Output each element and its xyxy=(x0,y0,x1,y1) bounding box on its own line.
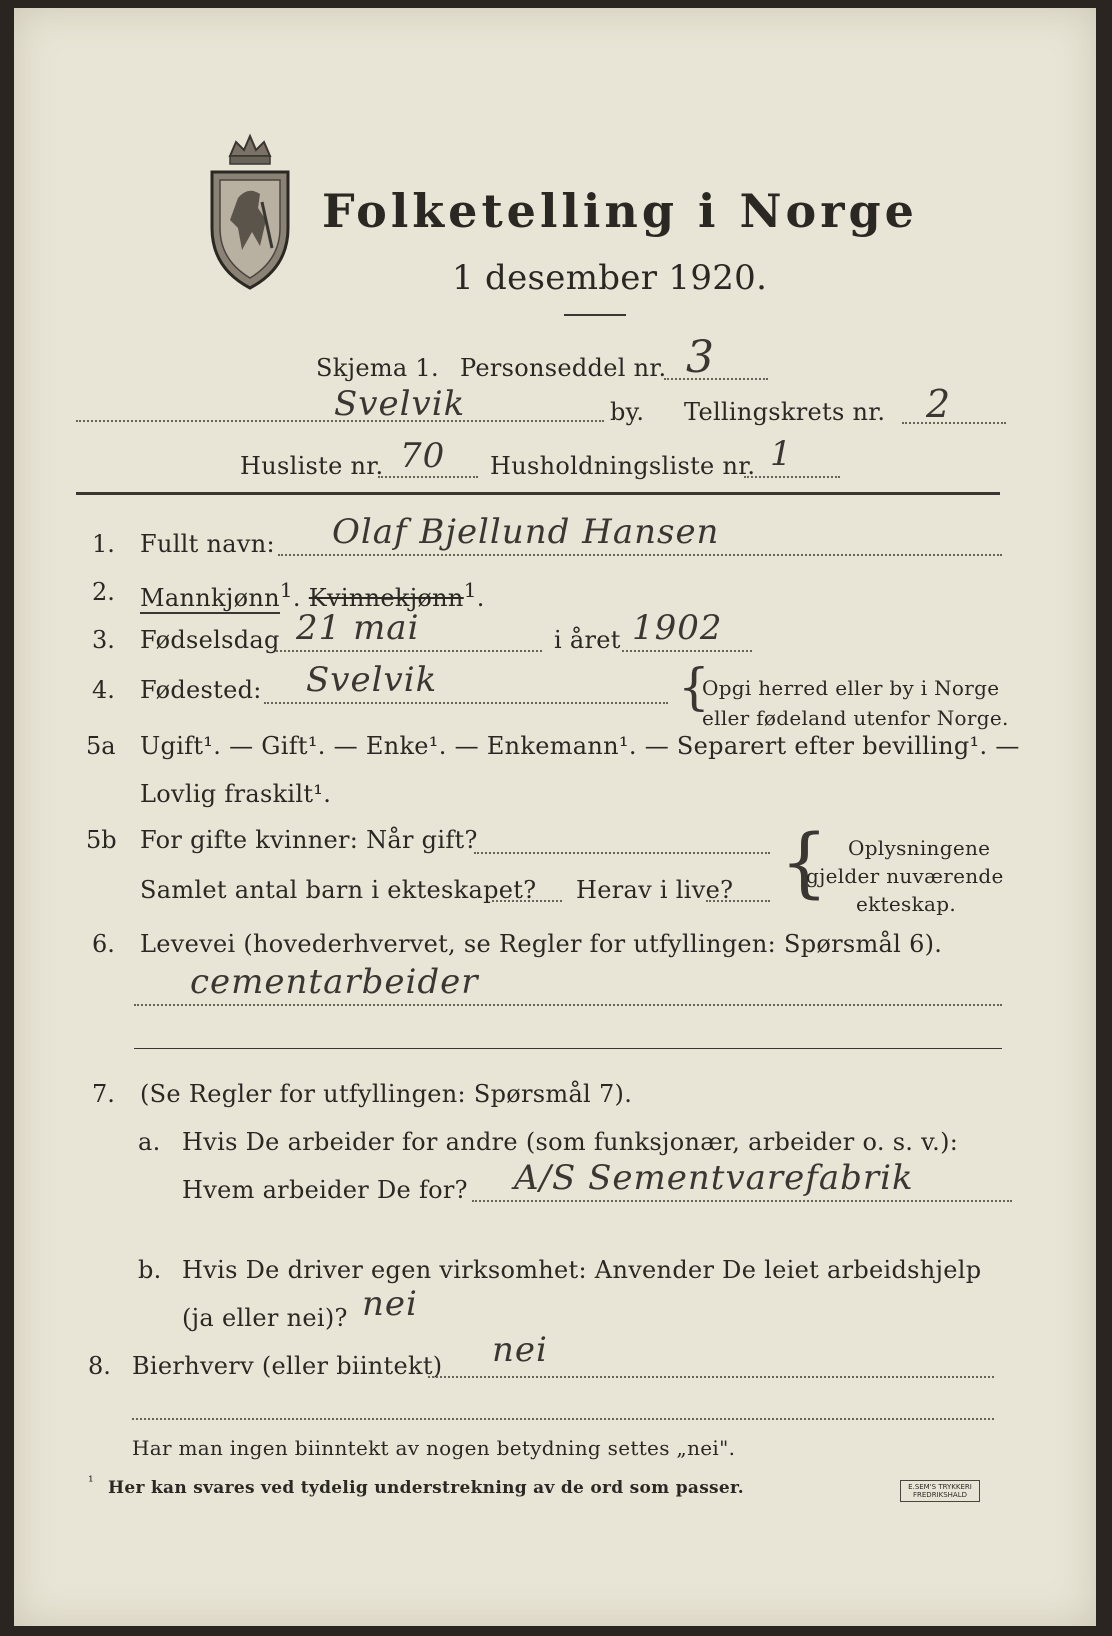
q7a-line1: Hvis De arbeider for andre (som funksjonær, arbeider o. s. v.): xyxy=(182,1128,959,1156)
side-income-value: nei xyxy=(492,1330,548,1370)
person-number-label: Personseddel nr. xyxy=(460,354,667,382)
employer-line xyxy=(472,1200,1012,1202)
male-footnote: 1 xyxy=(279,578,293,602)
occupation-line-2 xyxy=(134,1048,1002,1049)
gender-end: . xyxy=(476,584,485,612)
gender-options xyxy=(140,578,485,612)
by-label: by. xyxy=(610,398,645,426)
female-option: Kvinnekjønn xyxy=(308,584,464,612)
norwegian-coat-of-arms-icon xyxy=(200,128,300,298)
birthday-value: 21 mai xyxy=(296,608,420,648)
birthplace-label: Fødested: xyxy=(140,676,262,704)
person-number-line xyxy=(664,378,768,380)
form-title: Folketelling i Norge xyxy=(322,184,918,238)
side-income-note: Har man ingen biinntekt av nogen betydning settes „nei". xyxy=(132,1436,736,1460)
birthplace-brace: { xyxy=(678,658,710,716)
birthplace-note-line1: Opgi herred eller by i Norge xyxy=(702,676,1000,700)
birthplace-value: Svelvik xyxy=(306,660,438,700)
circuit-value: 2 xyxy=(926,382,952,426)
person-number-value: 3 xyxy=(686,332,715,383)
marriage-note-line3: ekteskap. xyxy=(856,892,956,916)
full-name-label: Fullt navn: xyxy=(140,530,275,558)
birth-year-label: i året xyxy=(554,626,621,654)
footnote-text: Her kan svares ved tydelig understrekning av de ord som passer. xyxy=(108,1478,744,1498)
married-women-label: For gifte kvinner: Når gift? xyxy=(140,826,478,854)
house-list-line xyxy=(378,476,478,478)
occupation-value: cementarbeider xyxy=(190,962,479,1002)
full-name-value: Olaf Bjellund Hansen xyxy=(332,512,720,552)
household-list-value: 1 xyxy=(770,434,793,474)
q3-number: 3. xyxy=(92,626,115,654)
q7b-letter: b. xyxy=(138,1256,162,1284)
children-count-line xyxy=(492,900,562,902)
birthday-line xyxy=(276,650,542,652)
side-income-line xyxy=(428,1376,994,1378)
printer-stamp: E.SEM'S TRYKKERI FREDRIKSHALD xyxy=(900,1480,980,1502)
q5a-number: 5a xyxy=(86,732,116,760)
census-form xyxy=(14,8,1096,1626)
q2-number: 2. xyxy=(92,578,115,606)
q8-number: 8. xyxy=(88,1352,111,1380)
side-income-label: Bierhverv (eller biintekt) xyxy=(132,1352,443,1380)
birthday-label: Fødselsdag xyxy=(140,626,280,654)
household-list-line xyxy=(744,476,840,478)
q4-number: 4. xyxy=(92,676,115,704)
marriage-note-line2: gjelder nuværende xyxy=(806,864,1004,888)
birth-year-line xyxy=(622,650,752,652)
q6-number: 6. xyxy=(92,930,115,958)
married-when-line xyxy=(474,852,770,854)
q7-label: (Se Regler for utfyllingen: Spørsmål 7). xyxy=(140,1080,633,1108)
q7a-letter: a. xyxy=(138,1128,161,1156)
hired-help-value: nei xyxy=(362,1284,418,1324)
children-alive-line xyxy=(706,900,770,902)
occupation-line-1 xyxy=(134,1004,1002,1006)
marital-status-options: Ugift¹. — Gift¹. — Enke¹. — Enkemann¹. — Separert efter bevilling¹. — xyxy=(140,732,1020,760)
household-list-label: Husholdningsliste nr. xyxy=(490,452,756,480)
footnote-mark: ¹ xyxy=(88,1474,94,1490)
schema-label: Skjema 1. xyxy=(316,354,439,382)
q5b-number: 5b xyxy=(86,826,117,854)
birthplace-line xyxy=(264,702,668,704)
town-value: Svelvik xyxy=(334,384,466,424)
marriage-brace: { xyxy=(780,817,829,906)
birth-year-value: 1902 xyxy=(632,608,723,648)
house-list-label: Husliste nr. xyxy=(240,452,384,480)
q7b-line2: (ja eller nei)? xyxy=(182,1304,348,1332)
occupation-label: Levevei (hovederhvervet, se Regler for utfyllingen: Spørsmål 6). xyxy=(140,930,943,958)
female-footnote: 1 xyxy=(463,578,477,602)
children-alive-label: Herav i live? xyxy=(576,876,734,904)
birthplace-note-line2: eller fødeland utenfor Norge. xyxy=(702,706,1009,730)
side-income-line-2 xyxy=(132,1418,994,1420)
title-divider xyxy=(564,314,626,316)
house-list-value: 70 xyxy=(400,436,446,476)
q7b-line1: Hvis De driver egen virksomhet: Anvender De leiet arbeidshjelp xyxy=(182,1256,982,1284)
employer-value: A/S Sementvarefabrik xyxy=(514,1158,914,1198)
male-option: Mannkjønn xyxy=(140,584,280,612)
children-count-label: Samlet antal barn i ekteskapet? xyxy=(140,876,537,904)
circuit-line xyxy=(902,422,1006,424)
circuit-label: Tellingskrets nr. xyxy=(684,398,886,426)
full-name-line xyxy=(278,554,1002,556)
header-divider xyxy=(76,492,1000,495)
census-date: 1 desember 1920. xyxy=(452,258,768,298)
marriage-note-line1: Oplysningene xyxy=(848,836,991,860)
q7-number: 7. xyxy=(92,1080,115,1108)
gender-separator: . xyxy=(292,584,301,612)
q7a-line2: Hvem arbeider De for? xyxy=(182,1176,468,1204)
marital-status-options-cont: Lovlig fraskilt¹. xyxy=(140,780,332,808)
q1-number: 1. xyxy=(92,530,115,558)
